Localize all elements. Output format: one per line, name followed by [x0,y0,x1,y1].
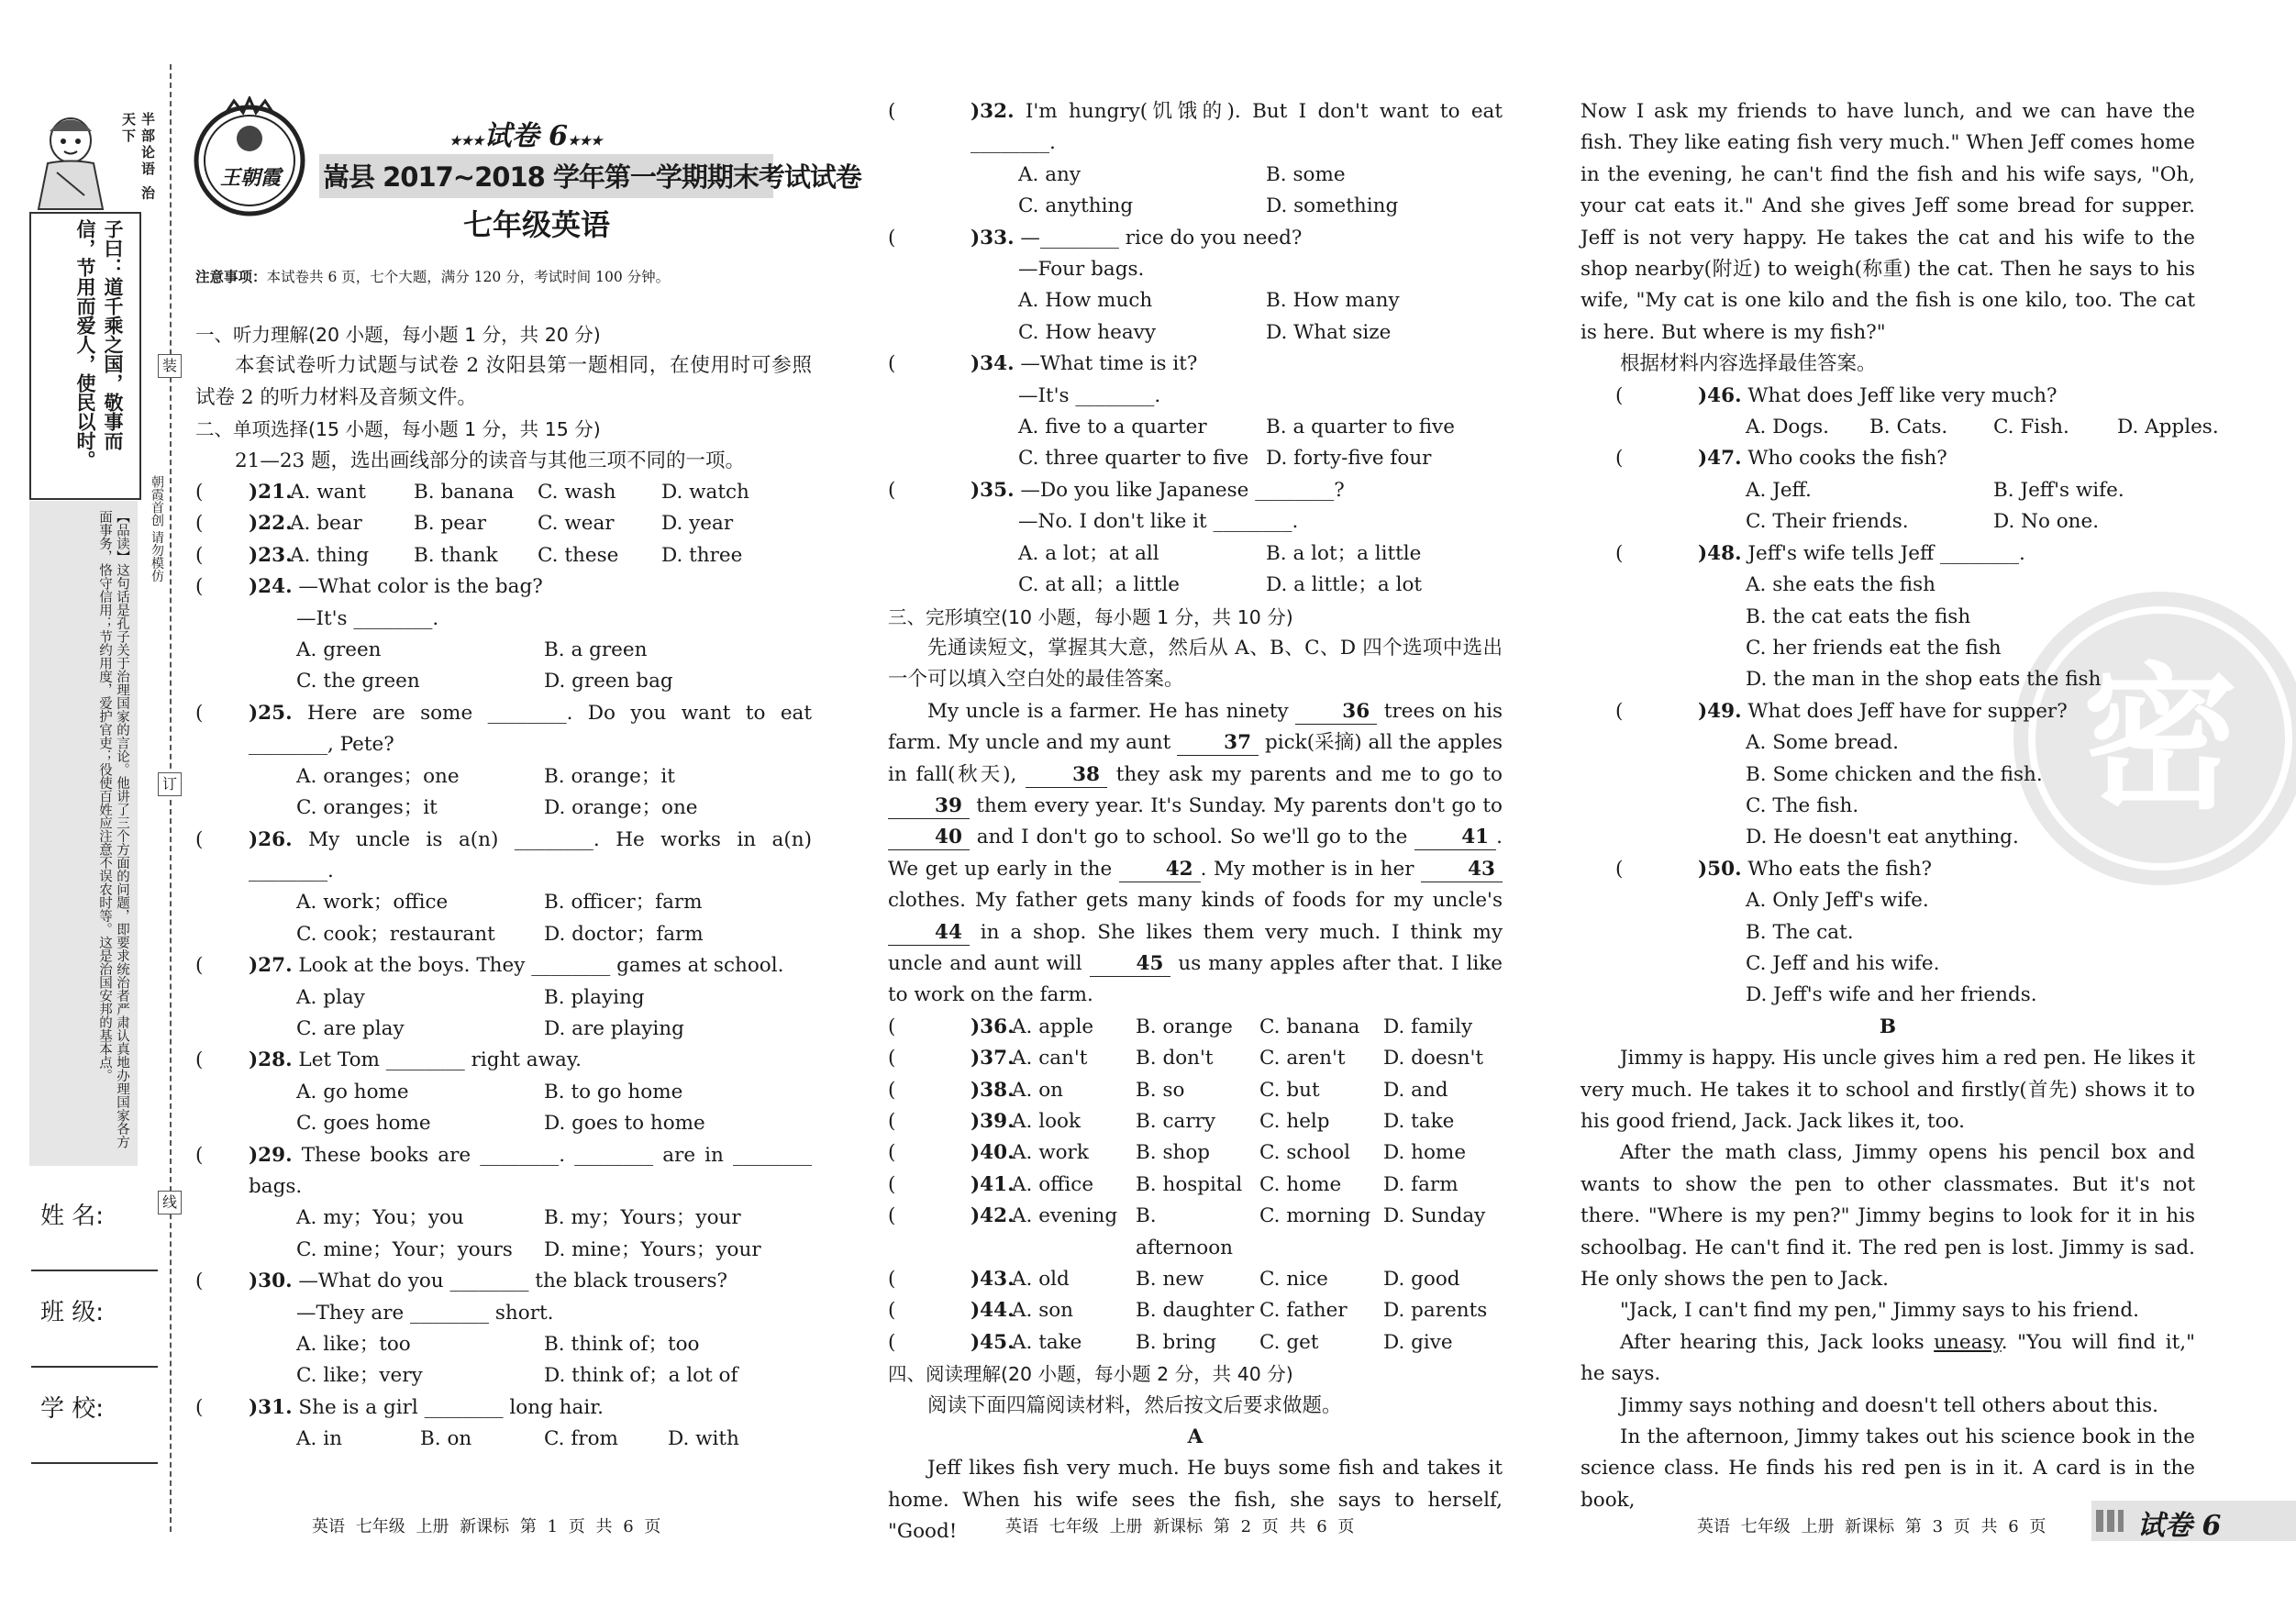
name-label: 姓 名: [40,1203,105,1230]
q41-option-b[interactable]: B. hospital [1136,1172,1243,1196]
question-28: ( )28. Let Tom ________ right away. A. go home B. to go home C. goes home D. goes to home [195,1045,812,1139]
q23-option-a[interactable]: A. thing [290,543,370,567]
q33-option-a[interactable]: A. How much [1018,289,1153,313]
q35-option-a[interactable]: A. a lot；at all [1018,541,1159,565]
q40-option-d[interactable]: D. home [1383,1141,1467,1165]
passage-b-p2: After the math class, Jimmy opens his pencil box and wants to show the pen to other classmates. But it's not there. "Where is my pen?" Jimmy begins to look for it in his schoolbag. He can't find it. The red pen is lost. Jimmy is sad. He only shows the pen to Jack. [1581,1141,2195,1292]
subject-title: 七年级英语 [463,207,611,242]
q31-option-b[interactable]: B. on [420,1427,472,1451]
blank-45[interactable]: 45 [1090,952,1171,977]
logo-text: 王朝霞 [219,166,281,190]
paper-mark-dots [2096,1510,2124,1532]
name-field[interactable] [31,1270,158,1271]
q41-option-c[interactable]: C. home [1259,1172,1342,1196]
q28-option-c[interactable]: C. goes home [296,1112,431,1136]
q45-option-c[interactable]: C. get [1259,1330,1319,1354]
confucius-figure-icon [29,108,116,214]
q38-option-c[interactable]: C. but [1259,1078,1320,1102]
question-24: ( )24. —What color is the bag? —It's ________. A. green B. a green C. the green D. green bag [195,571,812,698]
passage-b-p4: After hearing this, Jack looks uneasy. "You will find it," he says. [1581,1330,2195,1386]
section-2-title: 二、单项选择(15 小题，每小题 1 分，共 15 分) [195,418,601,441]
q36-option-c[interactable]: C. banana [1259,1015,1360,1038]
q32-option-b[interactable]: B. some [1266,162,1346,186]
q31-option-c[interactable]: C. from [544,1427,618,1451]
q30-option-c[interactable]: C. like；very [296,1364,423,1388]
q26-option-b[interactable]: B. officer；farm [544,891,703,915]
binding-line [170,64,172,1532]
q50-option-a[interactable]: A. Only Jeff's wife. [1746,889,1929,913]
blank-41[interactable]: 41 [1414,826,1496,850]
q22-option-a[interactable]: A. bear [290,512,362,536]
stamp-text: 密 [2081,649,2239,831]
cloze-passage: My uncle is a farmer. He has ninety 36 trees on his farm. My uncle and my aunt 37 pick(采摘) all the apples in fall(秋天), 38 they ask my parents and me to go to 39 them every year. It's Sunday. My parents don't go to 40 and I don't go to school. So we'll go to the 41 . We get up early in the 42 . My mother is in her 43 clothes. My father gets many kinds of foods for my uncle's 44 in a shop. She likes them very much. I think my uncle and aunt will 45 us many apples after that. I like to work on the farm. [888,699,1503,1007]
paper-mark: 试卷 6 [2137,1510,2222,1542]
q46-option-b[interactable]: B. Cats. [1869,416,1948,439]
q41-option-d[interactable]: D. farm [1383,1172,1459,1196]
q46-option-c[interactable]: C. Fish. [1993,416,2069,439]
q26-option-d[interactable]: D. doctor；farm [544,922,704,946]
school-field[interactable] [31,1462,158,1464]
reading-instruction: 根据材料内容选择最佳答案。 [1620,352,1877,376]
q26-option-a[interactable]: A. work；office [296,891,449,915]
q49-option-a[interactable]: A. Some bread. [1746,731,1899,755]
q25-option-b[interactable]: B. orange；it [544,764,675,788]
page-3 [1581,96,2219,1516]
q33-option-b[interactable]: B. How many [1266,289,1400,313]
binding-mark-2: 订 [158,772,182,796]
q45-option-b[interactable]: B. bring [1136,1330,1216,1354]
q21-option-c[interactable]: C. wash [538,481,616,505]
q30-option-b[interactable]: B. think of；too [544,1333,700,1356]
question-37: ( )37. A. can't B. don't C. aren't D. doesn't [888,1043,1503,1074]
section-4-text: 阅读下面四篇阅读材料，然后按文后要求做题。 [927,1393,1342,1417]
question-44: ( )44. A. son B. daughter C. father D. parents [888,1295,1503,1326]
question-25: ( )25. Here are some ________. Do you want to eat ________, Pete? A. oranges；one B. orange；it C. oranges；it D. orange；one [195,698,812,825]
q42-option-b[interactable]: B. afternoon [1136,1204,1233,1259]
q38-option-d[interactable]: D. and [1383,1078,1448,1102]
question-38: ( )38. A. on B. so C. but D. and [888,1075,1503,1106]
question-34: ( )34. —What time is it? —It's ________. A. five to a quarter B. a quarter to five C. three quarter to five D. forty-five four [888,349,1503,475]
banbu-caption: 半部论语 治天下 [120,112,156,203]
question-27: ( )27. Look at the boys. They ________ games at school. A. play B. playing C. are play D. are playing [195,950,812,1045]
q44-option-b[interactable]: B. daughter [1136,1299,1255,1323]
q35-option-c[interactable]: C. at all；a little [1018,573,1180,597]
q42-option-c[interactable]: C. morning [1259,1204,1371,1228]
notice-text: 本试卷共 6 页，七个大题，满分 120 分，考试时间 100 分钟。 [266,269,671,285]
blank-39[interactable]: 39 [888,794,970,819]
q46-option-a[interactable]: A. Dogs. [1746,416,1830,439]
q29-option-d[interactable]: D. mine；Yours；your [544,1237,761,1261]
q22-option-d[interactable]: D. year [661,512,734,536]
q30-option-d[interactable]: D. think of；a lot of [544,1364,738,1388]
blank-43[interactable]: 43 [1421,858,1503,882]
q30-option-a[interactable]: A. like；too [296,1333,411,1356]
q47-option-b[interactable]: B. Jeff's wife. [1993,478,2124,502]
q50-option-b[interactable]: B. The cat. [1746,920,1854,944]
q39-option-b[interactable]: B. carry [1136,1110,1216,1133]
question-46: ( )46. What does Jeff like very much? A. Dogs. B. Cats. C. Fish. D. Apples. [1581,381,2195,444]
q37-option-d[interactable]: D. doesn't [1383,1047,1484,1070]
q32-option-a[interactable]: A. any [1018,162,1081,186]
q31-option-d[interactable]: D. with [668,1427,739,1451]
q37-option-a[interactable]: A. can't [1012,1047,1088,1070]
pindu-text: 【品读】这句话是孔子关于治理国家的言论。他讲了三个方面的问题，即要求统治者严肃认真地办理国家各方面事务，恪守信用；节约用度，爱护官吏；役使百姓应注意不误农时等。这是治国安邦的基本点。 [97,510,129,1148]
question-23: ( )23. A. thing B. thank C. these D. three [195,540,812,571]
brand-logo-icon [188,96,312,220]
question-30: ( )30. —What do you ________ the black trousers? —They are ________ short. A. like；too B. think of；too C. like；very D. think of；a lot of [195,1266,812,1392]
notice [195,266,670,286]
q48-option-d[interactable]: D. the man in the shop eats the fish [1746,668,2102,692]
q29-option-c[interactable]: C. mine；Your；yours [296,1237,513,1261]
q27-option-d[interactable]: D. are playing [544,1016,684,1040]
q27-option-b[interactable]: B. playing [544,985,645,1009]
q32-option-c[interactable]: C. anything [1018,194,1134,218]
q24-option-b[interactable]: B. a green [544,638,648,662]
q27-option-c[interactable]: C. are play [296,1016,405,1040]
q31-option-a[interactable]: A. in [296,1427,342,1451]
q34-option-b[interactable]: B. a quarter to five [1266,416,1455,439]
q27-option-a[interactable]: A. play [296,985,365,1009]
q47-option-d[interactable]: D. No one. [1993,510,2100,534]
blank-44[interactable]: 44 [888,921,970,946]
pindu-box [29,501,138,1166]
q44-option-c[interactable]: C. father [1259,1299,1348,1323]
q49-option-b[interactable]: B. Some chicken and the fish. [1746,762,2043,786]
binding-mark-1: 装 [158,354,182,378]
q43-option-d[interactable]: D. good [1383,1268,1460,1292]
q39-option-d[interactable]: D. take [1383,1110,1455,1133]
q47-option-a[interactable]: A. Jeff. [1746,478,1812,502]
q34-option-c[interactable]: C. three quarter to five [1018,447,1249,471]
q29-option-a[interactable]: A. my；You；you [296,1206,464,1230]
question-47: ( )47. Who cooks the fish? A. Jeff. B. Jeff's wife. C. Their friends. D. No one. [1581,443,2195,538]
page-3-footer: 英语 七年级 上册 新课标 第 3 页 共 6 页 [1697,1517,2046,1536]
passage-a-part1: Jeff likes fish very much. He buys some fish and takes it home. When his wife sees the fish, she says to herself, "Good! [888,1457,1503,1544]
q38-option-b[interactable]: B. so [1136,1078,1185,1102]
section-2-text: 21—23 题，选出画线部分的读音与其他三项不同的一项。 [235,449,746,472]
q47-option-c[interactable]: C. Their friends. [1746,510,1909,534]
q36-option-d[interactable]: D. family [1383,1015,1473,1038]
question-50: ( )50. Who eats the fish? A. Only Jeff's wife. B. The cat. C. Jeff and his wife. D. Jeff's wife and her friends. [1581,854,2195,1012]
question-45: ( )45. A. take B. bring C. get D. give [888,1327,1503,1359]
q21-option-d[interactable]: D. watch [661,481,749,505]
q34-option-d[interactable]: D. forty-five four [1266,447,1432,471]
q35-option-b[interactable]: B. a lot；a little [1266,541,1422,565]
class-label: 班 级: [40,1299,105,1326]
question-40: ( )40. A. work B. shop C. school D. home [888,1137,1503,1169]
q46-option-d[interactable]: D. Apples. [2117,416,2219,439]
question-39: ( )39. A. look B. carry C. help D. take [888,1106,1503,1137]
q49-option-d[interactable]: D. He doesn't eat anything. [1746,826,2019,849]
q22-option-c[interactable]: C. wear [538,512,615,536]
paper-number: ★★★试卷 6★★★ [449,120,603,152]
q48-option-a[interactable]: A. she eats the fish [1746,573,1936,597]
question-48: ( )48. Jeff's wife tells Jeff ________. A. she eats the fish B. the cat eats the fish C. her friends eat the fish D. the man in the shop eats the fish [1581,538,2195,696]
notice-label: 注意事项： [195,269,267,285]
passage-b-p6: In the afternoon, Jimmy takes out his science book in the science class. He finds his red pen is in it. A card is in the book, [1581,1425,2195,1512]
section-4-title: 四、阅读理解(20 小题，每小题 2 分，共 40 分) [888,1363,1293,1386]
question-33: ( )33. —________ rice do you need? —Four bags. A. How much B. How many C. How heavy D. What size [888,223,1503,349]
q36-option-b[interactable]: B. orange [1136,1015,1233,1038]
question-49: ( )49. What does Jeff have for supper? A. Some bread. B. Some chicken and the fish. C. The fish. D. He doesn't eat anything. [1581,696,2195,854]
q50-option-c[interactable]: C. Jeff and his wife. [1746,951,1940,975]
page-2-footer: 英语 七年级 上册 新课标 第 2 页 共 6 页 [1005,1517,1355,1536]
q28-option-d[interactable]: D. goes to home [544,1112,705,1136]
question-22: ( )22. A. bear B. pear C. wear D. year [195,508,812,539]
q39-option-a[interactable]: A. look [1012,1110,1081,1133]
q29-option-b[interactable]: B. my；Yours；your [544,1206,741,1230]
q43-option-c[interactable]: C. nice [1259,1268,1328,1292]
q36-option-a[interactable]: A. apple [1012,1015,1094,1038]
q25-option-c[interactable]: C. oranges；it [296,796,438,820]
passage-a-part2: Now I ask my friends to have lunch, and we can have the fish. They like eating fish very much." When Jeff comes home in the evening, he can't find the fish and his wife says, "Oh, your cat eats it." And she gives Jeff some bread for supper. Jeff is not very happy. He takes the cat and his wife to the shop nearby(附近) to weigh(称重) the cat. Then he says to his wife, "My cat is one kilo and the fish is one kilo, too. The cat is here. But where is my fish?" [1581,100,2195,344]
q39-option-c[interactable]: C. help [1259,1110,1330,1133]
q45-option-d[interactable]: D. give [1383,1330,1453,1354]
q42-option-d[interactable]: D. Sunday [1383,1204,1486,1228]
q50-option-d[interactable]: D. Jeff's wife and her friends. [1746,983,2037,1007]
q38-option-a[interactable]: A. on [1012,1078,1063,1102]
section-3-title: 三、完形填空(10 小题，每小题 1 分，共 10 分) [888,605,1293,628]
q44-option-d[interactable]: D. parents [1383,1299,1488,1323]
q26-option-c[interactable]: C. cook；restaurant [296,922,495,946]
question-21: ( )21. A. want B. banana C. wash D. watch [195,477,812,508]
blank-37[interactable]: 37 [1177,731,1259,756]
page-1 [195,319,812,1456]
q24-option-a[interactable]: A. green [296,638,382,662]
section-1-title: 一、听力理解(20 小题，每小题 1 分，共 20 分) [195,324,601,346]
q25-option-a[interactable]: A. oranges；one [296,764,460,788]
quote-box [29,212,141,500]
q34-option-a[interactable]: A. five to a quarter [1018,416,1207,439]
q23-option-d[interactable]: D. three [661,543,743,567]
q35-option-d[interactable]: D. a little；a lot [1266,573,1423,597]
passage-b-p1: Jimmy is happy. His uncle gives him a red pen. He likes it very much. He takes it to school and firstly(首先) shows it to his good friend, Jack. Jack likes it, too. [1581,1047,2195,1133]
q21-option-b[interactable]: B. banana [414,481,515,505]
blank-38[interactable]: 38 [1026,763,1107,788]
question-29: ( )29. These books are ________. ________ are in ________ bags. A. my；You；you B. my；Yours；your C. mine；Your；yours D. mine；Yours；your [195,1140,812,1267]
q40-option-a[interactable]: A. work [1012,1141,1089,1165]
school-label: 学 校: [40,1395,105,1423]
q33-option-d[interactable]: D. What size [1266,320,1392,344]
question-42: ( )42. A. evening B. afternoon C. morning D. Sunday [888,1201,1503,1264]
blank-36[interactable]: 36 [1295,700,1377,725]
q49-option-c[interactable]: C. The fish. [1746,793,1859,817]
quote-text: 子曰：道千乘之国，敬事而信，节用而爱人，使民以时。 [74,219,124,470]
passage-b-p5: Jimmy says nothing and doesn't tell others about this. [1620,1393,2158,1417]
tag-text: 朝霞首创 请勿模仿 [150,475,164,582]
q44-option-a[interactable]: A. son [1012,1299,1074,1323]
q43-option-b[interactable]: B. new [1136,1268,1204,1292]
q37-option-c[interactable]: C. aren't [1259,1047,1346,1070]
section-1-text: 本套试卷听力试题与试卷 2 汝阳县第一题相同，在使用时可参照试卷 2 的听力材料及音频文件。 [195,354,812,409]
q40-option-c[interactable]: C. school [1259,1141,1351,1165]
q21-option-a[interactable]: A. want [290,481,366,505]
passage-b-label: B [1879,1015,1897,1038]
q23-option-c[interactable]: C. these [538,543,619,567]
blank-40[interactable]: 40 [888,826,970,850]
q37-option-b[interactable]: B. don't [1136,1047,1214,1070]
section-3-text: 先通读短文，掌握其大意，然后从 A、B、C、D 四个选项中选出一个可以填入空白处的最佳答案。 [888,636,1503,692]
question-43: ( )43. A. old B. new C. nice D. good [888,1264,1503,1295]
q24-option-c[interactable]: C. the green [296,670,420,693]
exam-title: 嵩县 2017~2018 学年第一学期期末考试试卷 [323,161,861,193]
q28-option-b[interactable]: B. to go home [544,1080,683,1103]
q32-option-d[interactable]: D. something [1266,194,1399,218]
page-1-footer: 英语 七年级 上册 新课标 第 1 页 共 6 页 [312,1517,661,1536]
q45-option-a[interactable]: A. take [1012,1330,1082,1354]
passage-b-p3: "Jack, I can't find my pen," Jimmy says to his friend. [1620,1299,2139,1323]
question-32: ( )32. I'm hungry(饥饿的). But I don't want to eat ________. A. any B. some C. anything D. something [888,96,1503,223]
q41-option-a[interactable]: A. office [1012,1172,1094,1196]
question-31: ( )31. She is a girl ________ long hair. A. in B. on C. from D. with [195,1392,812,1456]
question-41: ( )41. A. office B. hospital C. home D. farm [888,1170,1503,1201]
question-26: ( )26. My uncle is a(n) ________. He works in a(n) ________. A. work；office B. officer；farm C. cook；restaurant D. doctor；farm [195,825,812,951]
question-35: ( )35. —Do you like Japanese ________? —No. I don't like it ________. A. a lot；at all B. a lot；a little C. at all；a little D. a little；a lot [888,475,1503,602]
q43-option-a[interactable]: A. old [1012,1268,1070,1292]
q22-option-b[interactable]: B. pear [414,512,487,536]
q42-option-a[interactable]: A. evening [1012,1204,1118,1228]
page-2 [888,96,1503,1548]
q48-option-b[interactable]: B. the cat eats the fish [1746,604,1971,628]
q28-option-a[interactable]: A. go home [296,1080,409,1103]
q23-option-b[interactable]: B. thank [414,543,498,567]
q24-option-d[interactable]: D. green bag [544,670,673,693]
sidebar [29,108,164,1163]
class-field[interactable] [31,1366,158,1368]
binding-mark-3: 线 [158,1191,182,1214]
blank-42[interactable]: 42 [1119,858,1201,882]
q40-option-b[interactable]: B. shop [1136,1141,1211,1165]
q48-option-c[interactable]: C. her friends eat the fish [1746,636,2002,660]
q25-option-d[interactable]: D. orange；one [544,796,698,820]
question-36: ( )36. A. apple B. orange C. banana D. family [888,1012,1503,1043]
q33-option-c[interactable]: C. How heavy [1018,320,1156,344]
passage-a-label: A [1187,1425,1203,1449]
paper-number-text: 试卷 6 [483,120,568,152]
